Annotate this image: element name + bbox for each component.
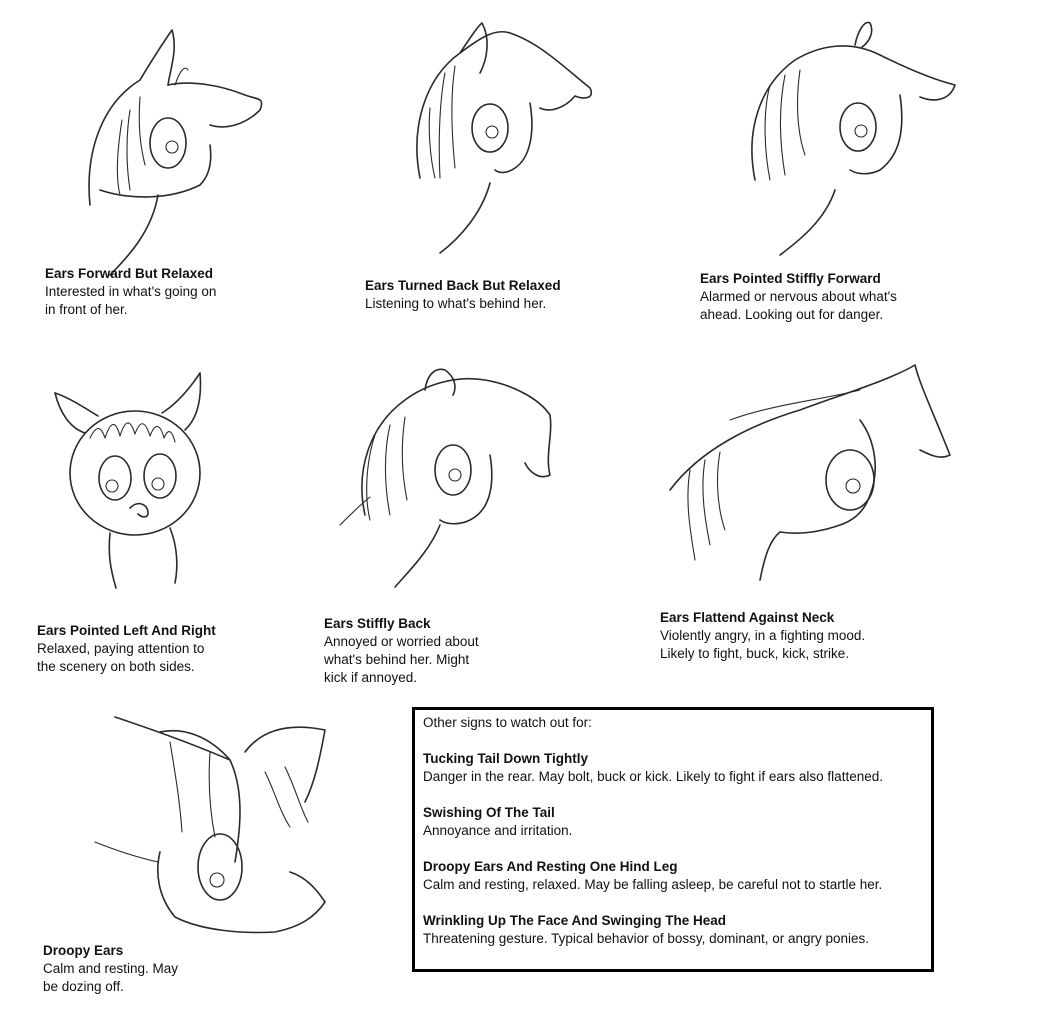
sign-item — [423, 858, 923, 894]
sign-title: Droopy Ears And Resting One Hind Leg — [423, 859, 678, 874]
pose-caption-5 — [324, 615, 479, 687]
pose-caption-3 — [700, 270, 897, 324]
pose-desc-line: Annoyed or worried about — [324, 634, 479, 649]
pony-sketch-ears-stiffly-back — [335, 355, 555, 590]
sign-desc: Danger in the rear. May bolt, buck or kick. Likely to fight if ears also flattened. — [423, 769, 883, 784]
sign-title: Swishing Of The Tail — [423, 805, 555, 820]
pose-desc-line: Interested in what's going on — [45, 284, 217, 299]
pose-title: Ears Turned Back But Relaxed — [365, 278, 561, 293]
pose-title: Ears Stiffly Back — [324, 616, 431, 631]
sign-item — [423, 750, 923, 786]
pose-desc-line: the scenery on both sides. — [37, 659, 195, 674]
pose-title: Droopy Ears — [43, 943, 124, 958]
pose-desc-line: ahead. Looking out for danger. — [700, 307, 884, 322]
pose-desc-line: Calm and resting. May — [43, 961, 179, 976]
pose-desc-line: be dozing off. — [43, 979, 124, 994]
sign-title: Tucking Tail Down Tightly — [423, 751, 588, 766]
pose-caption-1 — [45, 265, 216, 319]
pose-caption-2 — [365, 277, 561, 313]
sign-desc: Annoyance and irritation. — [423, 823, 573, 838]
sign-desc: Calm and resting, relaxed. May be falling asleep, be careful not to startle her. — [423, 877, 883, 892]
pose-desc-line: Violently angry, in a fighting mood. — [660, 628, 866, 643]
pony-sketch-ears-stiffly-forward — [740, 15, 960, 260]
pony-sketch-ears-turned-back — [400, 18, 600, 258]
pony-sketch-droopy-ears — [90, 712, 335, 937]
pose-title: Ears Flattend Against Neck — [660, 610, 835, 625]
pose-desc-line: in front of her. — [45, 302, 128, 317]
pose-desc-line: kick if annoyed. — [324, 670, 418, 685]
other-signs-intro: Other signs to watch out for: — [423, 715, 592, 730]
pose-desc-line: Listening to what's behind her. — [365, 296, 547, 311]
other-signs-panel — [412, 707, 934, 972]
sign-desc: Threatening gesture. Typical behavior of bossy, dominant, or angry ponies. — [423, 931, 870, 946]
pony-sketch-ears-forward-relaxed — [60, 25, 270, 255]
pose-caption-6 — [660, 609, 865, 663]
sign-title: Wrinkling Up The Face And Swinging The Head — [423, 913, 727, 928]
pose-desc-line: Likely to fight, buck, kick, strike. — [660, 646, 850, 661]
pony-sketch-ears-left-right — [50, 368, 210, 598]
sign-item — [423, 912, 923, 948]
pose-desc-line: Relaxed, paying attention to — [37, 641, 205, 656]
pony-sketch-ears-flattened — [660, 360, 960, 585]
pose-title: Ears Forward But Relaxed — [45, 266, 214, 281]
sign-item — [423, 804, 923, 840]
pose-caption-4 — [37, 622, 216, 676]
pose-desc-line: Alarmed or nervous about what's — [700, 289, 897, 304]
pose-title: Ears Pointed Stiffly Forward — [700, 271, 881, 286]
pose-title: Ears Pointed Left And Right — [37, 623, 216, 638]
pose-desc-line: what's behind her. Might — [324, 652, 470, 667]
pose-caption-7 — [43, 942, 178, 996]
